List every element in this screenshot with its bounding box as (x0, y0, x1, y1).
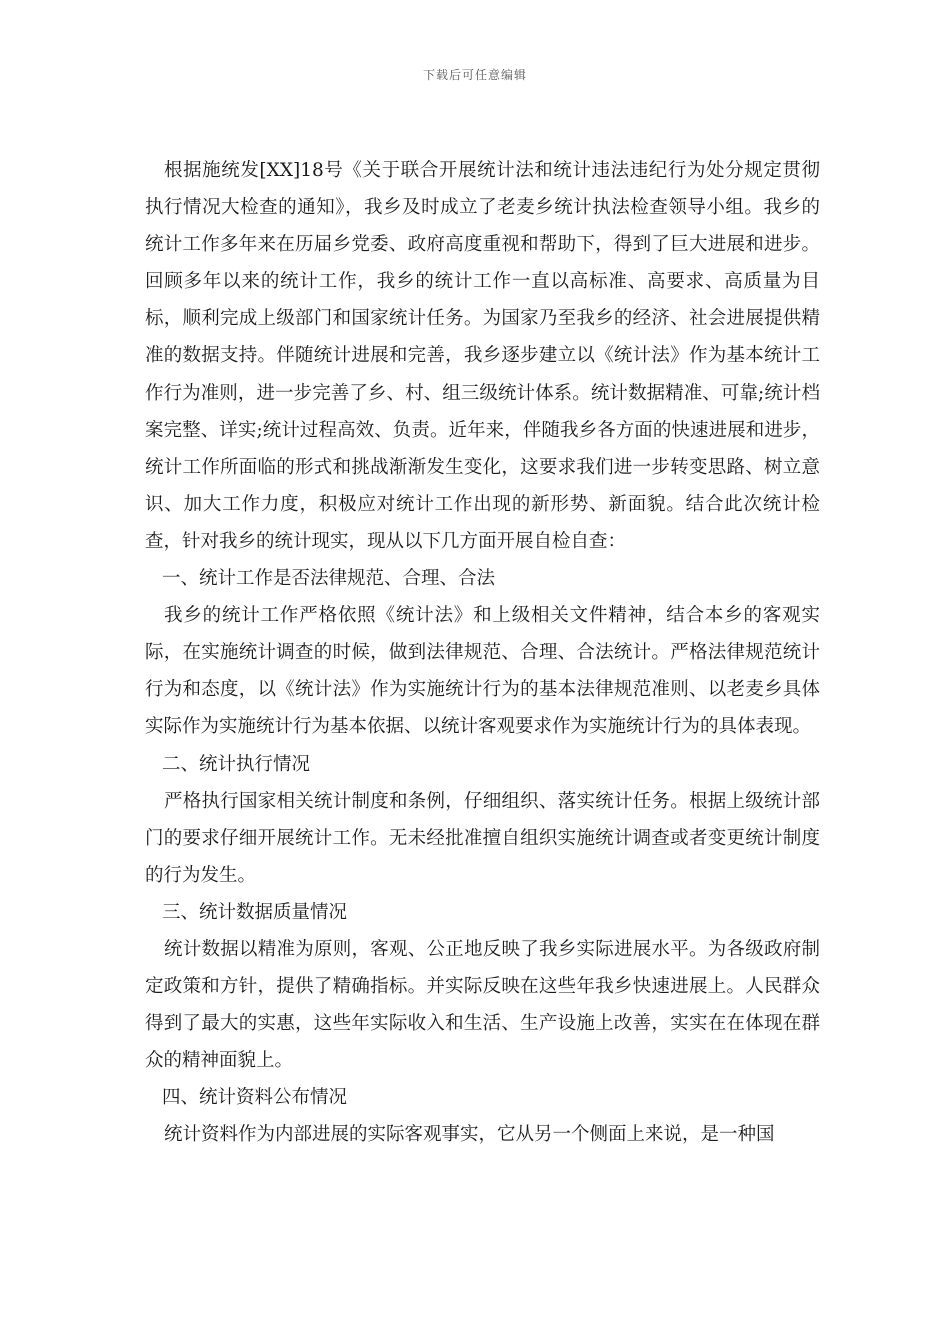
page-header: 下载后可任意编辑 (422, 68, 527, 82)
intro-paragraph: 根据施统发[XX]18号《关于联合开展统计法和统计违法违纪行为处分规定贯彻执行情况大检查的通知》，我乡及时成立了老麦乡统计执法检查领导小组。我乡的统计工作多年来在历届乡党委、政府高度重视和帮助下，得到了巨大进展和进步。回顾多年以来的统计工作，我乡的统计工作一直以高标准、高要求、高质量为目标，顺利完成上级部门和国家统计任务。为国家乃至我乡的经济、社会进展提供精准的数据支持。伴随统计进展和完善，我乡逐步建立以《统计法》作为基本统计工作行为准则，进一步完善了乡、村、组三级统计体系。统计数据精准、可靠;统计档案完整、详实;统计过程高效、负责。近年来，伴随我乡各方面的快速进展和进步，统计工作所面临的形式和挑战渐渐发生变化，这要求我们进一步转变思路、树立意识、加大工作力度，积极应对统计工作出现的新形势、新面貌。结合此次统计检查，针对我乡的统计现实，现从以下几方面开展自检自查： (145, 160, 820, 552)
document-body (145, 152, 820, 1154)
section-heading-2: 二、统计执行情况 (162, 753, 311, 775)
section-heading-4: 四、统计资料公布情况 (162, 1087, 348, 1109)
section-paragraph-2: 严格执行国家相关统计制度和条例，仔细组织、落实统计任务。根据上级统计部门的要求仔细开展统计工作。无未经批准擅自组织实施统计调查或者变更统计制度的行为发生。 (145, 790, 820, 886)
section-paragraph-3: 统计数据以精准为原则，客观、公正地反映了我乡实际进展水平。为各级政府制定政策和方针，提供了精确指标。并实际反映在这些年我乡快速进展上。人民群众得到了最大的实惠，这些年实际收入和生活、生产设施上改善，实实在在体现在群众的精神面貌上。 (145, 938, 820, 1072)
section-heading-3: 三、统计数据质量情况 (162, 901, 348, 923)
section-paragraph-4: 统计资料作为内部进展的实际客观事实，它从另一个侧面上来说，是一种国 (164, 1124, 775, 1146)
section-paragraph-1: 我乡的统计工作严格依照《统计法》和上级相关文件精神，结合本乡的客观实际，在实施统计调查的时候，做到法律规范、合理、合法统计。严格法律规范统计行为和态度，以《统计法》作为实施统计行为的基本法律规范准则、以老麦乡具体实际作为实施统计行为基本依据、以统计客观要求作为实施统计行为的具体表现。 (145, 605, 820, 738)
section-heading-1: 一、统计工作是否法律规范、合理、合法 (162, 568, 496, 590)
